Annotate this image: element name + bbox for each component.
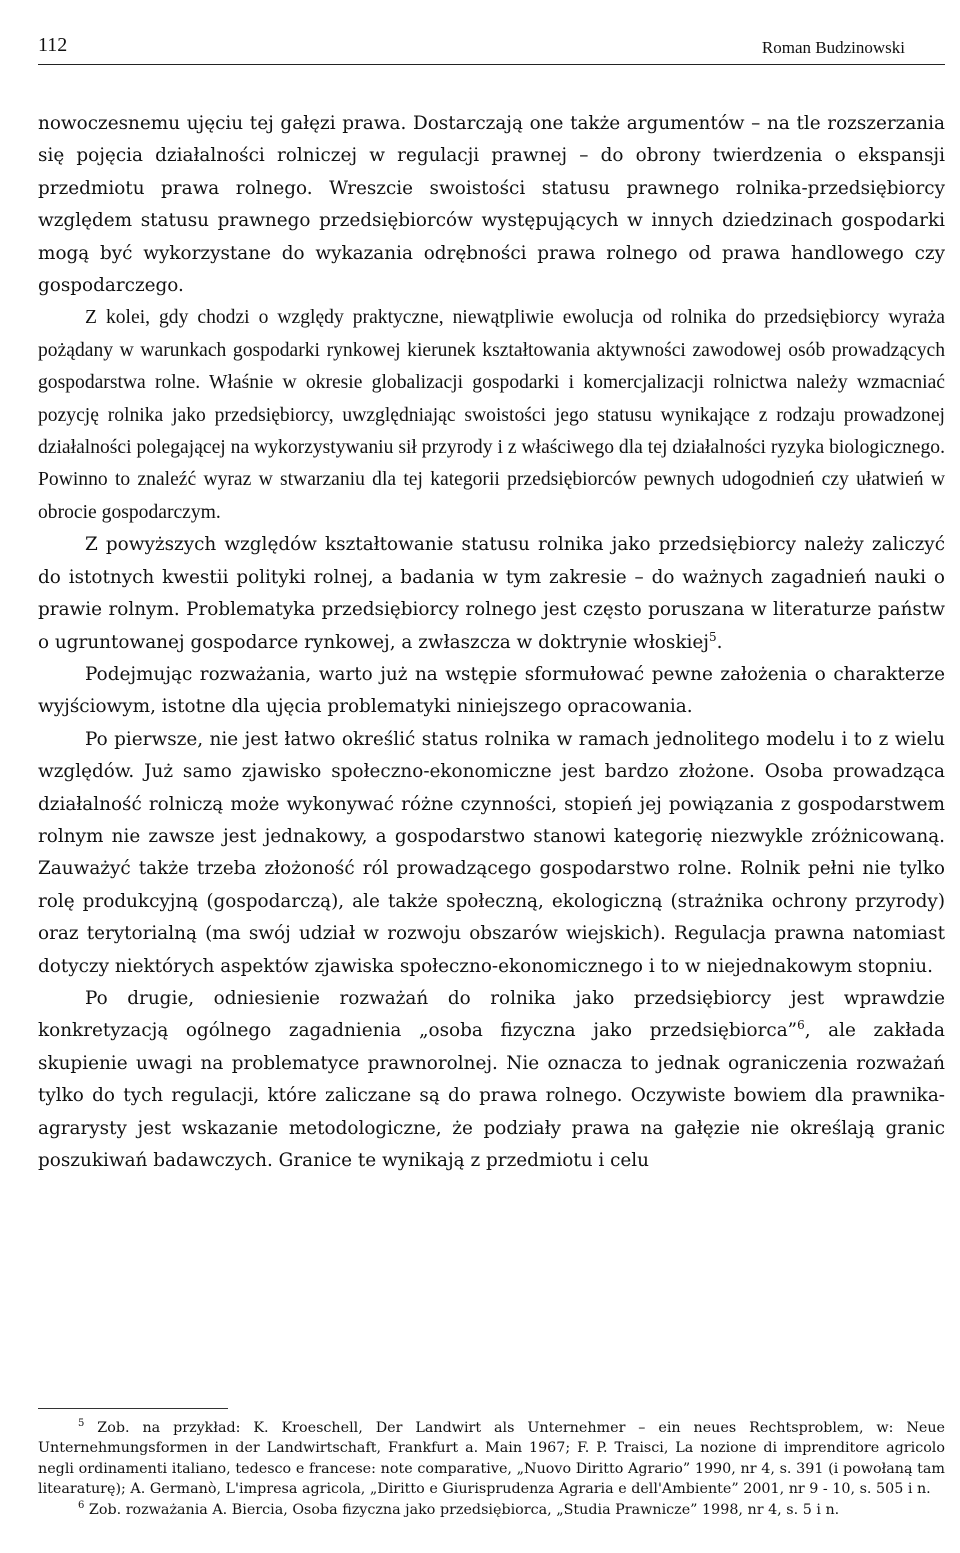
footnote-reference[interactable]: 5 — [708, 629, 717, 644]
footnote-reference[interactable]: 6 — [797, 1018, 805, 1033]
paragraph: nowoczesnemu ujęciu tej gałęzi prawa. Dostarczają one także argumentów – na tle rozszerzania się pojęcia działalności rolniczej w regulacji prawnej – do obrony twierdzenia o ekspansji przedmiotu prawa rolnego. Wreszcie swoistości statusu prawnego rolnika-przedsiębiorcy względem statusu prawnego przedsiębiorców występujących w innych dziedzinach gospodarki mogą być wykorzystane do wykazania odrębności prawa rolnego od prawa handlowego czy gospodarczego. — [38, 113, 945, 297]
body-text — [38, 108, 945, 1177]
paragraph: Z kolei, gdy chodzi o względy praktyczne, niewątpliwie ewolucja od rolnika do przedsiębiorcy wyraża pożądany w warunkach gospodarki rynkowej kierunek kształtowania aktywności zawodowej osób prowadzących gospodarstwa rolne. Właśnie w okresie globalizacji gospodarki i komercjalizacji rolnictwa należy wzmacniać pozycję rolnika jako przedsiębiorcy, uwzględniając swoistości jego statusu wynikające z rodzaju prowadzonej działalności polegającej na wykorzystywaniu sił przyrody i z właściwego dla tej działalności ryzyka biologicznego. Powinno to znaleźć wyraz w stwarzaniu dla tej kategorii przedsiębiorców pewnych udogodnień czy ułatwień w obrocie gospodarczym. — [38, 307, 945, 523]
paragraph-text: , ale zakłada skupienie uwagi na problematyce prawnorolnej. Nie oznacza to jednak ograniczenia rozważań tylko do tych regulacji, które zaliczane są do prawa rolnego. Oczywiste bowiem dla prawnika-agrarysty jest wskazanie metodologiczne, że podziały prawa na gałęzie nie określają granic poszukiwań badawczych. Granice te wynikają z przedmiotu i celu — [38, 1020, 945, 1171]
paragraph-text: Z powyższych względów kształtowanie statusu rolnika jako przedsiębiorcy należy zaliczyć do istotnych kwestii polityki rolnej, a badania w tym zakresie – do ważnych zagadnień nauki o prawie rolnym. Problematyka przedsiębiorcy rolnego jest często poruszana w literaturze państw o ugruntowanej gospodarce rynkowej, a zwłaszcza w doktrynie włoskiej — [38, 534, 945, 653]
running-header-author: Roman Budzinowski — [761, 38, 905, 57]
page-number: 112 — [38, 34, 68, 56]
running-header — [38, 34, 945, 65]
paragraph-end: . — [716, 631, 723, 653]
footnote-number: 6 — [78, 1499, 85, 1511]
footnote — [38, 1418, 945, 1500]
footnote-separator — [38, 1408, 228, 1409]
paragraph — [38, 529, 945, 659]
paragraph-text: Po drugie, odniesienie rozważań do rolnika jako przedsiębiorcy jest wprawdzie konkretyzacją ogólnego zagadnienia „osoba fizyczna jako przedsiębiorca” — [38, 987, 945, 1042]
footnote-text: Zob. na przykład: K. Kroeschell, Der Landwirt als Unternehmer – ein neues Rechtsproblem, w: Neue Unternehmungsformen in der Landwirtschaft, Frankfurt a. Main 1967; F. P. Traisci, La nozione di imprenditore agricolo negli ordinamenti italiano, tedesco e francese: note comparative, „Nuovo Diritto Agrario” 1990, nr 4, s. 391 (i powołaną tam litearaturę); A. Germanò, L'impresa agricola, „Diritto e Giurisprudenza Agraria e dell'Ambiente” 2001, nr 9 - 10, s. 505 i n. — [38, 1420, 946, 1498]
footnote-text: Zob. rozważania A. Biercia, Osoba fizyczna jako przedsiębiorca, „Studia Prawnicze” 1998, nr 4, s. 5 i n. — [88, 1501, 840, 1518]
paragraph — [38, 983, 945, 1177]
footnote — [38, 1500, 945, 1520]
footnote-number: 5 — [78, 1418, 85, 1430]
footnotes — [38, 1418, 945, 1520]
paragraph: Po pierwsze, nie jest łatwo określić status rolnika w ramach jednolitego modelu i to z wielu względów. Już samo zjawisko społeczno-ekonomiczne jest bardzo złożone. Osoba prowadząca działalność rolniczą może wykonywać różne czynności, stopień jej powiązania z gospodarstwem rolnym nie zawsze jest jednakowy, a gospodarstwo stanowi kategorię niezwykle zróżnicowaną. Zauważyć także trzeba złożoność ról prowadzącego gospodarstwo rolne. Rolnik pełni nie tylko rolę produkcyjną (gospodarczą), ale także społeczną, ekologiczną (strażnika ochrony przyrody) oraz terytorialną (ma swój udział w rozwoju obszarów wiejskich). Regulacja prawna natomiast dotyczy niektórych aspektów zjawiska społeczno-ekonomicznego i to w niejednakowym stopniu. — [38, 728, 945, 977]
paragraph: Podejmując rozważania, warto już na wstępie sformułować pewne założenia o charakterze wyjściowym, istotne dla ujęcia problematyki niniejszego opracowania. — [38, 663, 945, 718]
